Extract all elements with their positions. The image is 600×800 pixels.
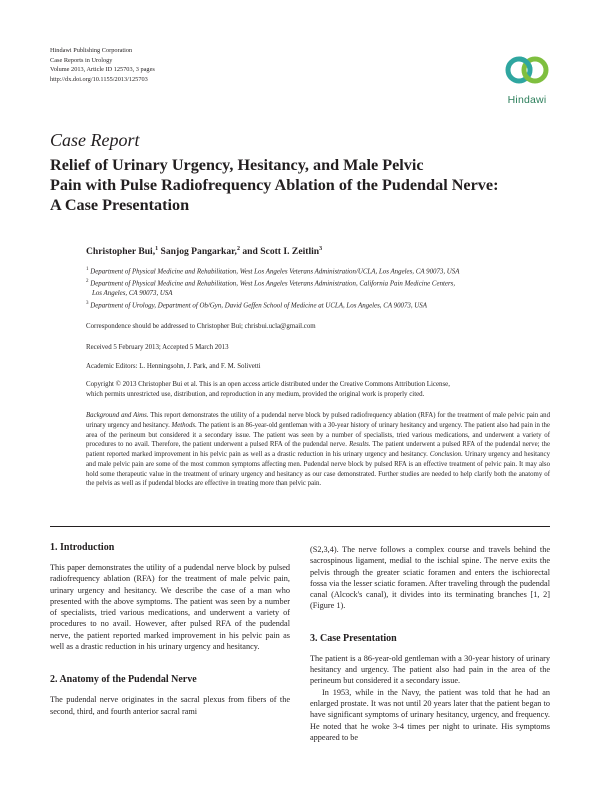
publisher-line: Hindawi Publishing Corporation: [50, 47, 133, 54]
author-affiliation-mark: 2: [236, 246, 240, 252]
hindawi-wordmark: Hindawi: [507, 94, 547, 106]
article-type: Case Report: [50, 130, 140, 150]
abstract-label-conclusion: Conclusion.: [429, 451, 463, 458]
section-heading-anatomy: 2. Anatomy of the Pudendal Nerve: [50, 674, 197, 686]
hindawi-logo: [496, 50, 558, 110]
hindawi-rings-icon: [496, 50, 558, 92]
section-divider: [50, 526, 550, 527]
volume-line: Volume 2013, Article ID 125703, 3 pages: [50, 66, 155, 73]
case-paragraph: In 1953, while in the Navy, the patient was told that he had an enlarged prostate. It was not until 20 years later that the patient began to have significant symptoms of urinary hesitancy, urgency, and frequency. He noted that he woke 3-4 times per night to urinate. His symptoms appeared to be: [310, 687, 550, 742]
abstract-label-results: Results.: [349, 441, 371, 449]
affiliations: [86, 265, 566, 311]
section-heading-introduction: 1. Introduction: [50, 542, 115, 553]
academic-editors: Academic Editors: L. Henningsohn, J. Park, and F. M. Solivetti: [86, 363, 261, 370]
affiliation-item: $^3$ Department of Urology, Department of Ob/Gyn, David Geffen School of Medicine at UCLA, Los Angeles, CA 90073, USA: [86, 300, 427, 310]
author-affiliation-mark: 1: [155, 246, 159, 252]
title-line: A Case Presentation: [50, 196, 190, 214]
author-affiliation-mark: 3: [319, 246, 323, 252]
author-list: [86, 246, 322, 257]
anatomy-paragraph: The pudendal nerve originates in the sacral plexus from fibers of the second, third, and fourth anterior sacral rami: [50, 695, 290, 716]
copyright-notice: Copyright © 2013 Christopher Bui et al. This is an open access article distributed under the Creative Commons Attribution License, which permits unrestricted use, distribution, and reproduction in any medium, provided the original work is properly cited.: [86, 381, 450, 398]
affiliation-item: $^1$ Department of Physical Medicine and Rehabilitation, West Los Angeles Veterans Administration/UCLA, Los Angeles, CA 90073, USA: [86, 267, 460, 276]
author-name: and Scott I. Zeitlin: [242, 246, 320, 258]
abstract-label-methods: Methods.: [171, 421, 197, 429]
author-name: Christopher Bui,: [86, 246, 156, 258]
correspondence: Correspondence should be addressed to Christopher Bui; chrisbui.ucla@gmail.com: [86, 323, 316, 330]
doi-link[interactable]: http://dx.doi.org/10.1155/2013/125703: [50, 75, 148, 83]
affiliation-item: $^2$ Department of Physical Medicine and Rehabilitation, West Los Angeles Veterans Administration, California Pain Medicine Centers,: [86, 279, 456, 288]
article-title: [50, 155, 560, 215]
right-column: [310, 544, 550, 743]
title-line: Relief of Urinary Urgency, Hesitancy, and Male Pelvic: [50, 156, 424, 174]
journal-header: [50, 46, 155, 84]
journal-name: Case Reports in Urology: [50, 56, 113, 64]
introduction-paragraph: This paper demonstrates the utility of a pudendal nerve block by pulsed radiofrequency ablation (RFA) for the treatment of male pelvic pain, urinary urgency and hesitancy. We describe the case of a man who presented with the above symptoms. The patient was seen by a number of specialists, tried various medications, and underwent a variety of procedures to no avail. However, after pulsed RFA of the pudendal nerve, the patient reported marked improvement in his pelvic pain as well as a drastic reduction in his urinary urgency and hesitancy.: [50, 563, 290, 652]
received-accepted-dates: Received 5 February 2013; Accepted 5 March 2013: [86, 344, 229, 351]
title-line: Pain with Pulse Radiofrequency Ablation of the Pudendal Nerve:: [50, 176, 499, 194]
anatomy-paragraph-continued: (S2,3,4). The nerve follows a complex course and travels behind the sacrospinous ligament, medial to the ischial spine. The nerve exits the pelvis through the greater sciatic foramen and enters the ischiorectal fossa via the lesser sciatic foramen. After traveling through the pudendal canal (Alcock's canal), it divides into its terminating branches [1, 2] (Figure 1).: [310, 545, 550, 611]
abstract: Background and Aims. This report demonstrates the utility of a pudendal nerve block by pulsed radiofrequency ablation (RFA) for the treatment of male pelvic pain and urinary urgency and hesitancy. Methods. The patient is an 86-year-old gentleman with a 30-year history of urinary hesitancy and urgency. The patient also had pain in the area of the perineum but considered it a secondary issue. The patient was seen by a number of specialists, tried various medications, and underwent a variety of procedures to no avail. Therefore, the patient underwent a pulsed RFA of the pudendal nerve. Results. The patient underwent a pulsed RFA of the pudendal nerve; the patient reported marked improvement in his pelvic pain as well as a drastic reduction in his urinary urgency and hesitancy. Conclusion. Urinary urgency and hesitancy and male pelvic pain are some of the most common symptoms affecting men. Pudendal nerve block by pulsed RFA is an effective treatment of pelvic pain. It may also hold some therapeutic value in the treatment of urinary urgency and hesitancy as our case demonstrated. Further studies are needed to help clarify both the anatomy of the pelvis as well as if pudendal blocks are effective in treating more than pelvic pain.: [86, 412, 550, 488]
left-column: [50, 542, 290, 717]
case-paragraph: The patient is a 86-year-old gentleman with a 30-year history of urinary hesitancy and urgency. The patient also had pain in the area of the perineum but considered it a secondary issue.: [310, 653, 550, 686]
affiliation-continuation: Los Angeles, CA 90073, USA: [92, 290, 173, 298]
section-heading-case-presentation: 3. Case Presentation: [310, 632, 397, 644]
author-name: Sanjog Pangarkar,: [160, 246, 237, 258]
abstract-label-background: Background and Aims.: [86, 412, 149, 419]
